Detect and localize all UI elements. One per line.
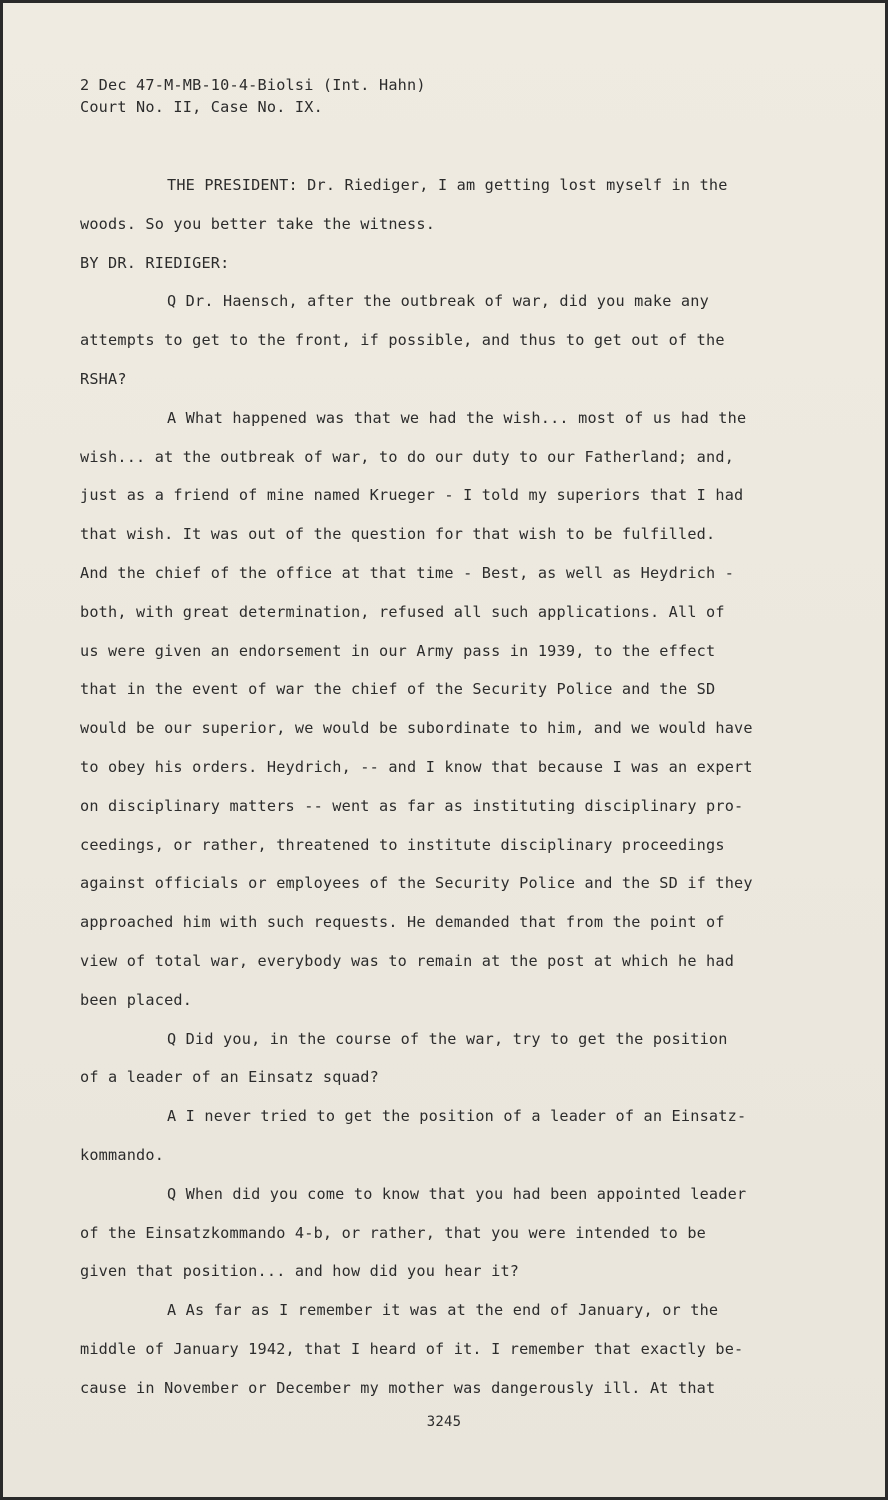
transcript-line: view of total war, everybody was to remain at the post at which he had [80, 951, 735, 970]
transcript-line: wish... at the outbreak of war, to do our duty to our Fatherland; and, [80, 447, 735, 466]
transcript-line: would be our superior, we would be subordinate to him, and we would have [80, 719, 753, 738]
transcript-line: A I never tried to get the position of a leader of an Einsatz- [167, 1107, 747, 1126]
transcript-line: ceedings, or rather, threatened to institute disciplinary proceedings [80, 835, 725, 854]
transcript-line: been placed. [80, 990, 193, 1009]
transcript-line: attempts to get to the front, if possible, and thus to get out of the [80, 331, 725, 350]
transcript-line: RSHA? [80, 369, 127, 388]
transcript-line: us were given an endorsement in our Army pass in 1939, to the effect [80, 641, 716, 660]
transcript-line: against officials or employees of the Security Police and the SD if they [80, 874, 753, 893]
transcript-line: kommando. [80, 1145, 165, 1164]
transcript-line: A What happened was that we had the wish... most of us had the [167, 408, 747, 427]
transcript-line: Q Did you, in the course of the war, try to get the position [167, 1029, 728, 1048]
header-line-1: 2 Dec 47-M-MB-10-4-Biolsi (Int. Hahn) [80, 76, 426, 94]
transcript-line: woods. So you better take the witness. [80, 214, 436, 233]
transcript-line: to obey his orders. Heydrich, -- and I know that because I was an expert [80, 757, 753, 776]
transcript-line: both, with great determination, refused all such applications. All of [80, 602, 725, 621]
transcript-line: approached him with such requests. He demanded that from the point of [80, 913, 725, 932]
transcript-line: just as a friend of mine named Krueger - I told my superiors that I had [80, 486, 744, 505]
transcript-line: A As far as I remember it was at the end of January, or the [167, 1301, 719, 1320]
transcript-body [80, 166, 753, 1408]
transcript-line: THE PRESIDENT: Dr. Riediger, I am getting lost myself in the [167, 176, 728, 194]
header-line-2: Court No. II, Case No. IX. [80, 98, 323, 116]
transcript-line: BY DR. RIEDIGER: [80, 253, 230, 272]
document-header [80, 74, 426, 118]
transcript-line: that wish. It was out of the question for that wish to be fulfilled. [80, 525, 716, 544]
transcript-line: Q Dr. Haensch, after the outbreak of war, did you make any [167, 292, 709, 311]
transcript-line: given that position... and how did you hear it? [80, 1262, 520, 1281]
page-number: 3245 [426, 1414, 462, 1430]
transcript-line: that in the event of war the chief of the Security Police and the SD [80, 680, 716, 699]
transcript-line: of a leader of an Einsatz squad? [80, 1068, 379, 1087]
transcript-line: on disciplinary matters -- went as far as instituting disciplinary pro- [80, 796, 744, 815]
transcript-line: of the Einsatzkommando 4-b, or rather, that you were intended to be [80, 1223, 707, 1242]
transcript-line: cause in November or December my mother was dangerously ill. At that [80, 1378, 716, 1397]
transcript-line: Q When did you come to know that you had been appointed leader [167, 1184, 747, 1203]
transcript-line: And the chief of the office at that time - Best, as well as Heydrich - [80, 563, 735, 582]
transcript-line: middle of January 1942, that I heard of it. I remember that exactly be- [80, 1339, 744, 1358]
